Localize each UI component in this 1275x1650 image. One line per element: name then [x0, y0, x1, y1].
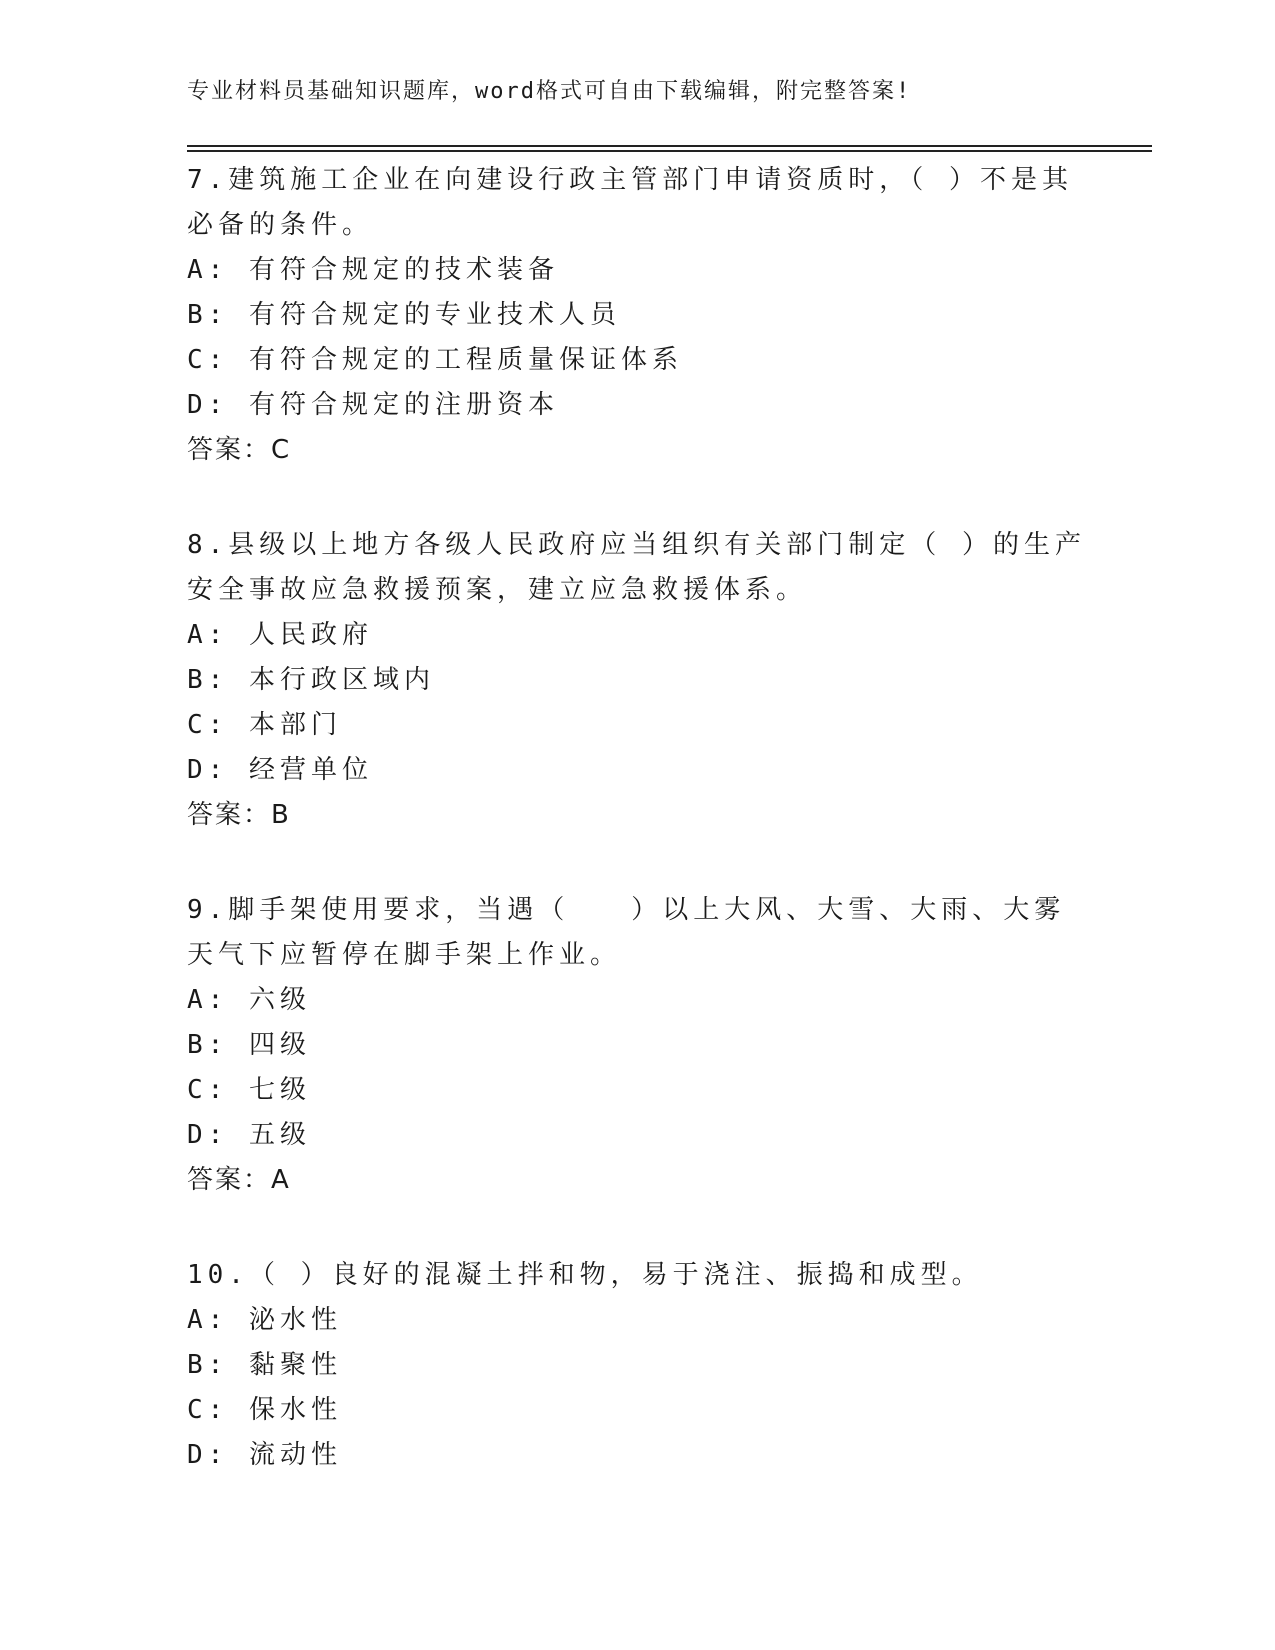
option-c: C: 本部门: [187, 710, 342, 740]
option-a: A: 六级: [187, 985, 311, 1015]
question-stem: 10.（ ）良好的混凝土拌和物，易于浇注、振捣和成型。: [187, 1260, 983, 1290]
option-c: C: 七级: [187, 1075, 311, 1105]
option-b: B: 有符合规定的专业技术人员: [187, 300, 621, 330]
answer-label: 答案：: [187, 435, 272, 465]
header-divider-bottom: [187, 150, 1152, 152]
header-divider-top: [187, 145, 1152, 147]
page-header: 专业材料员基础知识题库，word格式可自由下载编辑，附完整答案!: [187, 79, 912, 104]
option-a: A: 泌水性: [187, 1305, 342, 1335]
option-d: D: 五级: [187, 1120, 311, 1150]
question-8: [187, 523, 1087, 838]
question-stem: 9.脚手架使用要求，当遇（ ）以上大风、大雪、大雨、大雾天气下应暂停在脚手架上作业。: [187, 895, 1066, 970]
question-10: [187, 1253, 1087, 1478]
option-d: D: 流动性: [187, 1440, 342, 1470]
answer-value: B: [271, 800, 291, 830]
answer-value: A: [271, 1165, 291, 1195]
option-b: B: 黏聚性: [187, 1350, 342, 1380]
question-stem: 7.建筑施工企业在向建设行政主管部门申请资质时，（ ）不是其必备的条件。: [187, 165, 1073, 240]
option-b: B: 本行政区域内: [187, 665, 435, 695]
question-7: [187, 158, 1087, 473]
question-9: [187, 888, 1087, 1203]
question-list: [187, 158, 1087, 1528]
answer-line: [187, 428, 1087, 473]
option-c: C: 保水性: [187, 1395, 342, 1425]
option-d: D: 有符合规定的注册资本: [187, 390, 559, 420]
option-b: B: 四级: [187, 1030, 311, 1060]
answer-label: 答案：: [187, 1165, 272, 1195]
option-d: D: 经营单位: [187, 755, 373, 785]
answer-line: [187, 793, 1087, 838]
option-a: A: 有符合规定的技术装备: [187, 255, 559, 285]
question-stem: 8.县级以上地方各级人民政府应当组织有关部门制定（ ）的生产安全事故应急救援预案，建立应急救援体系。: [187, 530, 1086, 605]
option-c: C: 有符合规定的工程质量保证体系: [187, 345, 683, 375]
answer-label: 答案：: [187, 800, 272, 830]
answer-value: C: [271, 435, 292, 465]
option-a: A: 人民政府: [187, 620, 373, 650]
answer-line: [187, 1158, 1087, 1203]
